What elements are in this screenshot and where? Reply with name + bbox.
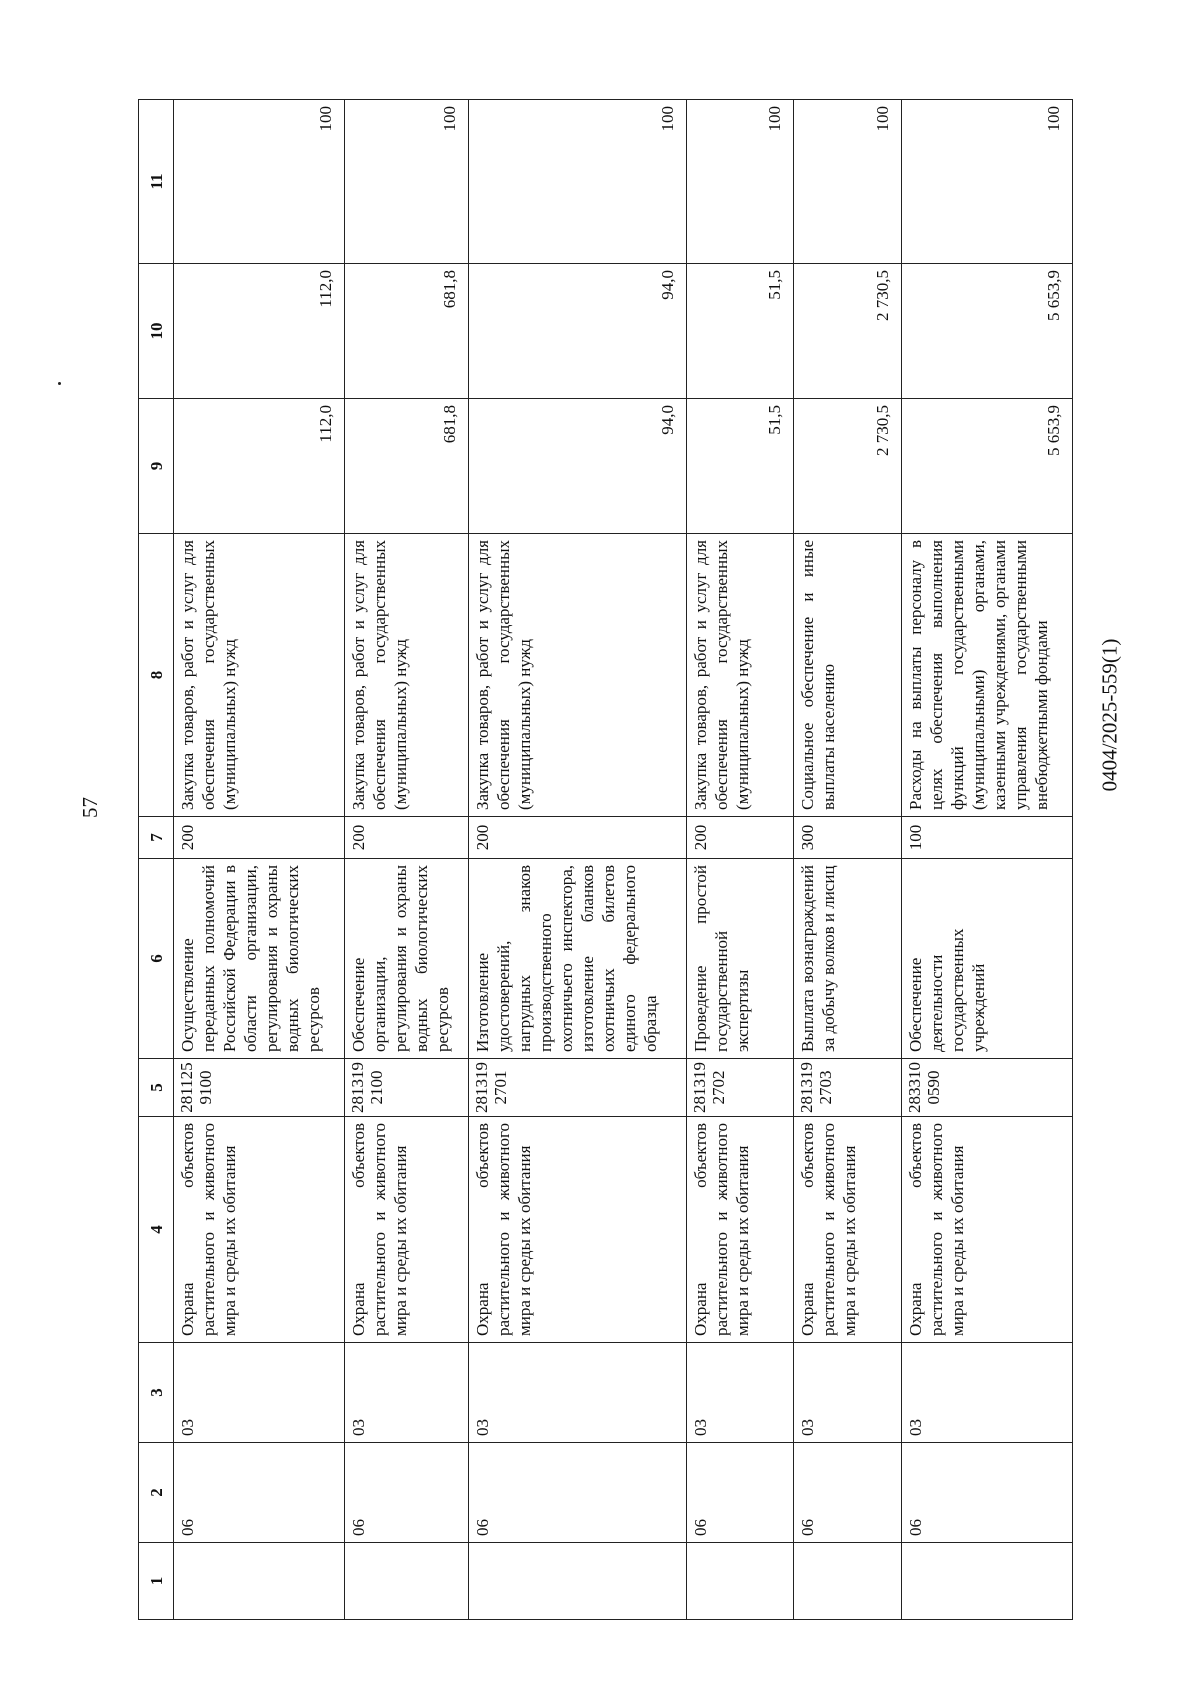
target-article-name-cell: Обеспечение деятельности государственных учреждений — [902, 859, 1073, 1059]
section-code-cell: 06 — [469, 1443, 687, 1543]
column-header-11: 11 — [139, 100, 174, 264]
subsection-code-cell: 03 — [902, 1343, 1073, 1443]
planned-amount-cell: 51,5 — [686, 399, 794, 534]
expense-type-code-cell: 200 — [469, 817, 687, 859]
subsection-name-cell: Охрана объектов растительного и животного мира и среды их обитания — [686, 1117, 794, 1343]
target-article-name-cell: Проведение простой государственной экспертизы — [686, 859, 794, 1059]
planned-amount-cell: 94,0 — [469, 399, 687, 534]
subsection-code-cell: 03 — [174, 1343, 345, 1443]
execution-percent-cell: 100 — [794, 100, 902, 264]
table-row — [469, 100, 687, 1620]
expense-type-name-cell: Закупка товаров, работ и услуг для обеспечения государственных (муниципальных) нужд — [686, 534, 794, 817]
expense-type-name-cell: Закупка товаров, работ и услуг для обеспечения государственных (муниципальных) нужд — [469, 534, 687, 817]
row-number-cell — [469, 1543, 687, 1620]
expense-type-name-cell: Закупка товаров, работ и услуг для обеспечения государственных (муниципальных) нужд — [174, 534, 345, 817]
section-code-cell: 06 — [794, 1443, 902, 1543]
budget-table — [138, 99, 1073, 1620]
column-header-1: 1 — [139, 1543, 174, 1620]
subsection-name-cell: Охрана объектов растительного и животного мира и среды их обитания — [794, 1117, 902, 1343]
subsection-name-cell: Охрана объектов растительного и животного мира и среды их обитания — [469, 1117, 687, 1343]
section-code-cell: 06 — [344, 1443, 468, 1543]
subsection-name-cell: Охрана объектов растительного и животного мира и среды их обитания — [902, 1117, 1073, 1343]
target-article-name-cell: Осуществление переданных полномочий Российской Федерации в области организации, регулирования и охраны водных биологических ресурсов — [174, 859, 345, 1059]
expense-type-code-cell: 200 — [174, 817, 345, 859]
expense-type-name-cell: Расходы на выплаты персоналу в целях обеспечения выполнения функций государственными (муниципальными) органами, казенными учреждениями, органами управления государственными внебюджетными фондами — [902, 534, 1073, 817]
row-number-cell — [174, 1543, 345, 1620]
table-row — [794, 100, 902, 1620]
executed-amount-cell: 94,0 — [469, 264, 687, 399]
column-header-7: 7 — [139, 817, 174, 859]
table-row — [902, 100, 1073, 1620]
table-row — [174, 100, 345, 1620]
planned-amount-cell: 681,8 — [344, 399, 468, 534]
expense-type-code-cell: 200 — [686, 817, 794, 859]
subsection-code-cell: 03 — [686, 1343, 794, 1443]
expense-type-code-cell: 100 — [902, 817, 1073, 859]
budget-table-container — [138, 100, 1073, 1620]
executed-amount-cell: 51,5 — [686, 264, 794, 399]
planned-amount-cell: 2 730,5 — [794, 399, 902, 534]
target-article-name-cell: Изготовление удостоверений, нагрудных знаков производственного охотничьего инспектора, изготовление бланков охотничьих билетов единого федерального образца — [469, 859, 687, 1059]
executed-amount-cell: 112,0 — [174, 264, 345, 399]
page-number: 57 — [78, 797, 102, 818]
column-header-4: 4 — [139, 1117, 174, 1343]
subsection-code-cell: 03 — [794, 1343, 902, 1443]
target-article-cell: 281319 2703 — [794, 1059, 902, 1117]
target-article-cell: 283310 0590 — [902, 1059, 1073, 1117]
row-number-cell — [686, 1543, 794, 1620]
column-header-3: 3 — [139, 1343, 174, 1443]
expense-type-name-cell: Социальное обеспечение и иные выплаты населению — [794, 534, 902, 817]
table-body — [174, 100, 1073, 1620]
row-number-cell — [794, 1543, 902, 1620]
header-row — [139, 100, 174, 1620]
subsection-code-cell: 03 — [469, 1343, 687, 1443]
table-row — [686, 100, 794, 1620]
column-header-8: 8 — [139, 534, 174, 817]
target-article-cell: 281125 9100 — [174, 1059, 345, 1117]
column-header-2: 2 — [139, 1443, 174, 1543]
expense-type-name-cell: Закупка товаров, работ и услуг для обеспечения государственных (муниципальных) нужд — [344, 534, 468, 817]
scan-speck — [58, 382, 61, 385]
table-row — [344, 100, 468, 1620]
subsection-name-cell: Охрана объектов растительного и животного мира и среды их обитания — [344, 1117, 468, 1343]
target-article-cell: 281319 2702 — [686, 1059, 794, 1117]
row-number-cell — [902, 1543, 1073, 1620]
target-article-name-cell: Выплата вознаграждений за добычу волков и лисиц — [794, 859, 902, 1059]
expense-type-code-cell: 200 — [344, 817, 468, 859]
row-number-cell — [344, 1543, 468, 1620]
target-article-cell: 281319 2701 — [469, 1059, 687, 1117]
execution-percent-cell: 100 — [686, 100, 794, 264]
column-header-9: 9 — [139, 399, 174, 534]
section-code-cell: 06 — [686, 1443, 794, 1543]
expense-type-code-cell: 300 — [794, 817, 902, 859]
execution-percent-cell: 100 — [174, 100, 345, 264]
executed-amount-cell: 5 653,9 — [902, 264, 1073, 399]
column-header-5: 5 — [139, 1059, 174, 1117]
subsection-name-cell: Охрана объектов растительного и животного мира и среды их обитания — [174, 1117, 345, 1343]
section-code-cell: 06 — [174, 1443, 345, 1543]
column-header-10: 10 — [139, 264, 174, 399]
planned-amount-cell: 112,0 — [174, 399, 345, 534]
execution-percent-cell: 100 — [902, 100, 1073, 264]
execution-percent-cell: 100 — [344, 100, 468, 264]
subsection-code-cell: 03 — [344, 1343, 468, 1443]
document-number: 0404/2025-559(1) — [1097, 638, 1122, 792]
target-article-name-cell: Обеспечение организации, регулирования и охраны водных биологических ресурсов — [344, 859, 468, 1059]
planned-amount-cell: 5 653,9 — [902, 399, 1073, 534]
executed-amount-cell: 681,8 — [344, 264, 468, 399]
section-code-cell: 06 — [902, 1443, 1073, 1543]
column-header-6: 6 — [139, 859, 174, 1059]
executed-amount-cell: 2 730,5 — [794, 264, 902, 399]
execution-percent-cell: 100 — [469, 100, 687, 264]
target-article-cell: 281319 2100 — [344, 1059, 468, 1117]
